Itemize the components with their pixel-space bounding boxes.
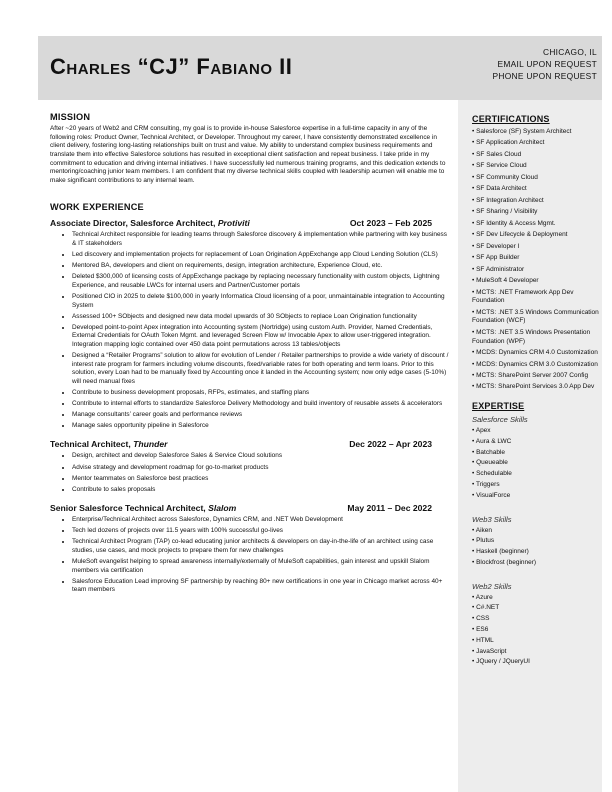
job-bullet: • Contribute to internal efforts to standardize Salesforce Delivery Methodology and build inventory of reusable assets & accelerators <box>72 400 450 411</box>
certification-item: • SF Developer I <box>472 243 600 252</box>
certification-item: • SF Sharing / Visibility <box>472 208 600 217</box>
expertise-item: • HTML <box>472 637 600 646</box>
certification-item: • Salesforce (SF) System Architect <box>472 128 600 137</box>
job-bullet: • Enterprise/Technical Architect across Salesforce, Dynamics CRM, and .NET Web Development <box>72 516 450 527</box>
job-bullets <box>50 516 450 597</box>
expertise-group-title: Salesforce Skills <box>472 415 528 425</box>
expertise-item: • Azure <box>472 594 600 603</box>
certification-item: • MCDS: Dynamics CRM 4.0 Customization <box>472 349 600 358</box>
sidebar <box>458 100 602 792</box>
job-header <box>50 503 450 513</box>
certification-item: • SF Community Cloud <box>472 174 600 183</box>
job-bullet: • Led discovery and implementation projects for replacement of Loan Origination AppExchange app Cloud Lending Solution (CLS) <box>72 251 450 262</box>
certification-item: • MCTS: SharePoint Services 3.0 App Dev <box>472 383 600 392</box>
certification-item: • MCTS: .NET 3.5 Windows Communication Foundation (WCF) <box>472 309 600 326</box>
certification-item: • SF App Builder <box>472 254 600 263</box>
certification-item: • SF Dev Lifecycle & Deployment <box>472 231 600 240</box>
work-experience-list <box>50 218 450 597</box>
certification-item: • MuleSoft 4 Developer <box>472 277 600 286</box>
job-role: Senior Salesforce Technical Architect, <box>50 503 209 513</box>
expertise-item: • Batchable <box>472 449 600 458</box>
job-entry <box>50 439 450 497</box>
expertise-item: • CSS <box>472 615 600 624</box>
job-bullet: • Developed point-to-point Apex integration into Accounting system (Nortridge) using custom Auth. Provider, Named Credentials, External Credentials for OAuth Token Mgmt. and leveraged Screen Flow w/ Invocable Apex to allow user-triggered integration. Integration mapping logic contained over 450 data point permutations across 13 tables/objects <box>72 324 450 352</box>
job-bullet: • Design, architect and develop Salesforce Sales & Service Cloud solutions <box>72 452 450 463</box>
job-dates: Dec 2022 – Apr 2023 <box>349 439 432 450</box>
job-company: Protiviti <box>217 218 250 229</box>
certification-item: • SF Administrator <box>472 266 600 275</box>
job-bullet: • Tech led dozens of projects over 11.5 years with 100% successful go-lives <box>72 527 450 538</box>
expertise-item: • Blockfrost (beginner) <box>472 559 600 568</box>
job-role: Associate Director, Salesforce Architect, <box>50 218 218 229</box>
expertise-groups <box>472 415 600 667</box>
job-company: Slalom <box>208 503 237 513</box>
expertise-item: • JavaScript <box>472 648 600 657</box>
certification-item: • SF Service Cloud <box>472 162 600 171</box>
job-bullet: • Salesforce Education Lead improving SF partnership by reaching 80+ new certifications in one year in Chicago market across 40+ team members <box>72 578 450 598</box>
certification-item: • MCTS: .NET Framework App Dev Foundation <box>472 289 600 306</box>
job-bullet: • Positioned CIO in 2025 to delete $100,000 in yearly Informatica Cloud licensing of a poor, unmaintainable integration to Accounting System <box>72 293 450 313</box>
expertise-group <box>472 582 600 667</box>
job-header <box>50 439 450 449</box>
expertise-item: • Haskell (beginner) <box>472 548 600 557</box>
job-bullet: • Technical Architect responsible for leading teams through Salesforce discovery & implementation while partnering with key business & IT stakeholders <box>72 231 450 251</box>
contact-info <box>492 46 597 82</box>
certification-item: • SF Integration Architect <box>472 197 600 206</box>
job-role: Technical Architect, <box>50 439 134 450</box>
certification-item: • MCDS: Dynamics CRM 3.0 Customization <box>472 361 600 370</box>
expertise-group-title: Web2 Skills <box>472 581 512 591</box>
job-bullet: • Assessed 100+ SObjects and designed new data model upwards of 30 SObjects to replace Loan Origination functionality <box>72 313 450 324</box>
job-bullet: • Manage consultants’ career goals and performance reviews <box>72 411 450 422</box>
phone: PHONE UPON REQUEST <box>492 71 597 81</box>
expertise-item: • ES6 <box>472 626 600 635</box>
job-bullet: • MuleSoft evangelist helping to spread awareness internally/externally of MuleSoft capabilities, gain interest and upskill Slalom members via certification <box>72 558 450 578</box>
mission-text: After ~20 years of Web2 and CRM consulting, my goal is to provide in-house Salesforce expertise in a full-time capacity in any of the following roles: Product Owner, Technical Architect, or Developer. Throughout my career, I have consistently demonstrated excellence in client delivery, fostering long-lasting relationships built on trust and value. My ability to understand complex business requirements and translate them into effective Salesforce solutions has resulted in exceptional client satisfaction and repeat business. I take pride in my commitment to education and driving internal initiatives. I have successfully led numerous training programs, and this dedication extends to mentoring/coaching junior team members. I am confident that my diverse technical skills coupled with leadership acumen will enable me to make significant contributions to any internal team. <box>50 125 446 184</box>
expertise-item: • Triggers <box>472 481 600 490</box>
expertise-item: • JQuery / JQueryUI <box>472 658 600 667</box>
candidate-name: Charles “CJ” Fabiano II <box>50 54 293 79</box>
expertise-item: • Apex <box>472 427 600 436</box>
job-bullet: • Technical Architect Program (TAP) co-lead educating junior architects & developers on day-in-the-life of an architect using case studies, use cases, and mock projects to prepare them for new challenges <box>72 538 450 558</box>
work-experience-title: WORK EXPERIENCE <box>50 202 144 213</box>
certification-item: • SF Data Architect <box>472 185 600 194</box>
expertise-item: • VisualForce <box>472 492 600 501</box>
job-dates: May 2011 – Dec 2022 <box>347 503 432 513</box>
certification-item: • SF Sales Cloud <box>472 151 600 160</box>
expertise-item: • Schedulable <box>472 470 600 479</box>
job-bullet: • Mentored BA, developers and client on requirements, design, integration architecture, Experience Cloud, etc. <box>72 262 450 273</box>
expertise-title: EXPERTISE <box>472 401 525 412</box>
job-bullet: • Contribute to business development proposals, RFPs, estimates, and staffing plans <box>72 389 450 400</box>
expertise-list <box>472 427 600 500</box>
job-entry <box>50 503 450 597</box>
job-bullet: • Designed a “Retailer Programs” solution to allow for evolution of Lender / Retailer partnerships to provide a wide variety of discount / interest rate program for farmers including volume discounts, fixed/variable rates for both operating and term loans. Prior to this solution, every Loan had to be manually fixed by Accounting once it landed in the Accounting system; now only edge cases (5-10%) will need manual fixes <box>72 352 450 389</box>
main-column <box>50 110 450 597</box>
expertise-item: • C#.NET <box>472 604 600 613</box>
job-bullet: • Advise strategy and development roadmap for go-to-market products <box>72 464 450 475</box>
job-bullet: • Manage sales opportunity pipeline in Salesforce <box>72 422 450 433</box>
certification-item: • MCTS: SharePoint Server 2007 Config <box>472 372 600 381</box>
expertise-list <box>472 594 600 667</box>
certification-item: • SF Application Architect <box>472 139 600 148</box>
mission-title: MISSION <box>50 112 91 122</box>
certification-item: • MCTS: .NET 3.5 Windows Presentation Foundation (WPF) <box>472 329 600 346</box>
expertise-group <box>472 415 600 500</box>
expertise-item: • Aura & LWC <box>472 438 600 447</box>
job-bullet: • Mentor teammates on Salesforce best practices <box>72 475 450 486</box>
job-bullet: • Deleted $300,000 of licensing costs of AppExchange package by replacing necessary functionality with custom objects, Lightning Experience, and reusable LWCs for internal users and Partner/Customer portals <box>72 273 450 293</box>
email: EMAIL UPON REQUEST <box>497 59 597 69</box>
job-bullets <box>50 231 450 433</box>
job-dates: Oct 2023 – Feb 2025 <box>349 218 432 229</box>
certifications-title: CERTIFICATIONS <box>472 114 550 124</box>
expertise-group-title: Web3 Skills <box>472 514 512 524</box>
expertise-item: • Plutus <box>472 537 600 546</box>
certification-item: • SF Identity & Access Mgmt. <box>472 220 600 229</box>
job-company: Thunder <box>133 439 168 450</box>
certifications-list <box>472 128 600 392</box>
job-title <box>50 218 250 228</box>
job-bullet: • Contribute to sales proposals <box>72 486 450 497</box>
job-bullets <box>50 452 450 497</box>
expertise-group <box>472 515 600 568</box>
job-title <box>50 503 236 513</box>
job-header <box>50 218 450 228</box>
header-banner <box>38 36 602 100</box>
job-title <box>50 439 167 449</box>
expertise-list <box>472 527 600 568</box>
job-entry <box>50 218 450 433</box>
expertise-item: • Queueable <box>472 459 600 468</box>
expertise-item: • Aiken <box>472 527 600 536</box>
location: CHICAGO, IL <box>542 47 597 57</box>
